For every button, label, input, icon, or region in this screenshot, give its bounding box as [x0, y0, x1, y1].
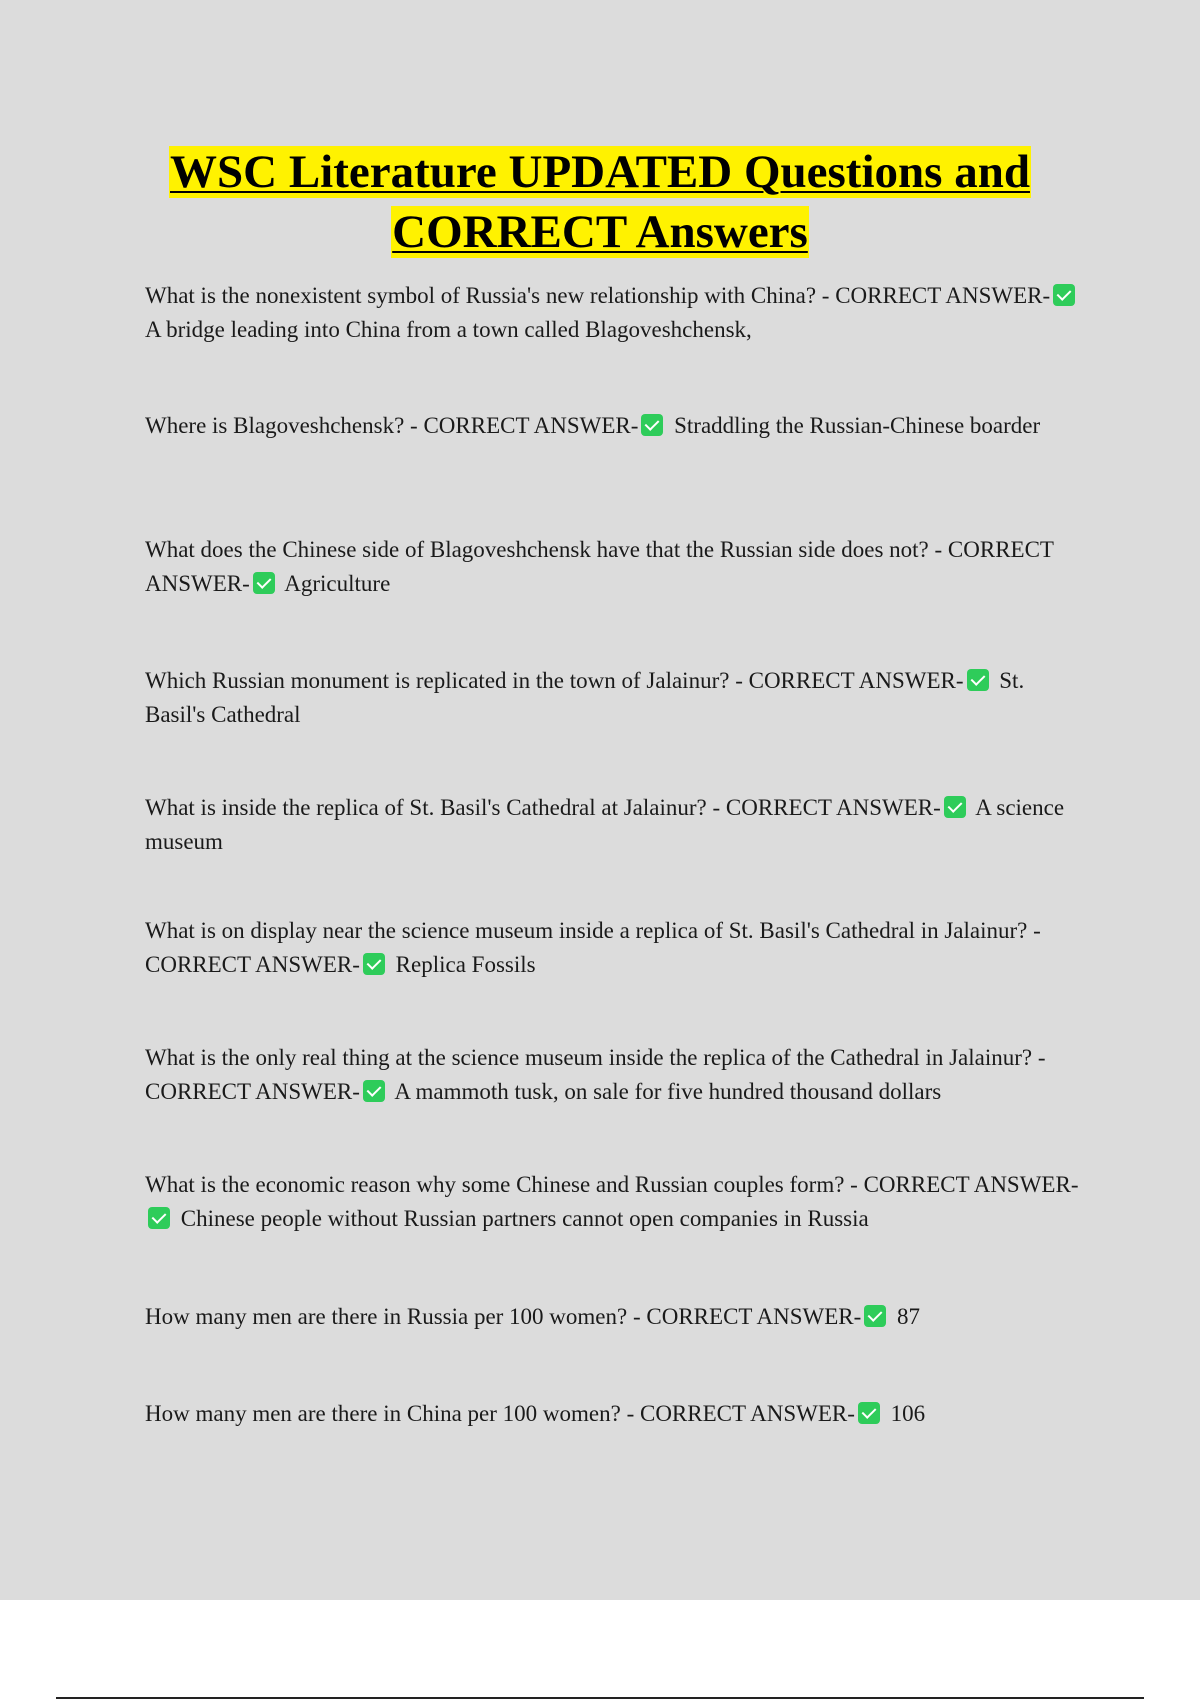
checkmark-icon: [363, 1080, 385, 1102]
answer-text: Chinese people without Russian partners cannot open companies in Russia: [180, 1206, 869, 1231]
question-text: How many men are there in Russia per 100 women? - CORRECT ANSWER-: [145, 1304, 862, 1329]
qa-item: [145, 1041, 1090, 1109]
answer-text: 87: [897, 1304, 921, 1329]
checkmark-icon: [1053, 284, 1075, 306]
qa-item: [145, 791, 1090, 859]
answer-text: Agriculture: [284, 571, 391, 596]
qa-item: [145, 1300, 1090, 1334]
checkmark-icon: [148, 1207, 170, 1229]
qa-item: [145, 409, 1090, 443]
answer-text: 106: [890, 1401, 926, 1426]
answer-text: A science museum: [145, 795, 1065, 854]
qa-item: [145, 1397, 1090, 1431]
answer-text: Straddling the Russian-Chinese boarder: [674, 413, 1041, 438]
answer-text: Replica Fossils: [395, 952, 536, 977]
checkmark-icon: [641, 414, 663, 436]
qa-item: [145, 664, 1090, 732]
checkmark-icon: [944, 796, 966, 818]
checkmark-icon: [967, 669, 989, 691]
checkmark-icon: [858, 1402, 880, 1424]
question-text: Which Russian monument is replicated in the town of Jalainur? - CORRECT ANSWER-: [145, 668, 964, 693]
question-text: What is the nonexistent symbol of Russia's new relationship with China? - CORRECT ANSWER-: [145, 283, 1051, 308]
title-line-1: WSC Literature UPDATED Questions and: [170, 146, 1030, 198]
question-text: What is the only real thing at the science museum inside the replica of the Cathedral in Jalainur? - CORRECT ANSWER-: [145, 1045, 1046, 1104]
qa-item: [145, 1168, 1090, 1236]
checkmark-icon: [363, 953, 385, 975]
qa-item: [145, 533, 1090, 601]
title-line-2: CORRECT Answers: [392, 206, 808, 258]
checkmark-icon: [864, 1305, 886, 1327]
answer-text: A mammoth tusk, on sale for five hundred thousand dollars: [394, 1079, 942, 1104]
question-text: How many men are there in China per 100 women? - CORRECT ANSWER-: [145, 1401, 855, 1426]
answer-text: St. Basil's Cathedral: [145, 668, 1025, 727]
question-text: What is on display near the science museum inside a replica of St. Basil's Cathedral in Jalainur? - CORRECT ANSWER-: [145, 918, 1041, 977]
document-title: [0, 142, 1200, 262]
footer-divider: [56, 1697, 1144, 1699]
question-text: Where is Blagoveshchensk? - CORRECT ANSWER-: [145, 413, 639, 438]
question-text: What is the economic reason why some Chinese and Russian couples form? - CORRECT ANSWER-: [145, 1172, 1079, 1197]
question-text: What does the Chinese side of Blagoveshchensk have that the Russian side does not? - CORRECT ANSWER-: [145, 537, 1054, 596]
qa-item: [145, 914, 1090, 982]
question-text: What is inside the replica of St. Basil's Cathedral at Jalainur? - CORRECT ANSWER-: [145, 795, 941, 820]
qa-item: [145, 279, 1090, 347]
checkmark-icon: [253, 572, 275, 594]
answer-text: A bridge leading into China from a town called Blagoveshchensk,: [145, 317, 752, 342]
